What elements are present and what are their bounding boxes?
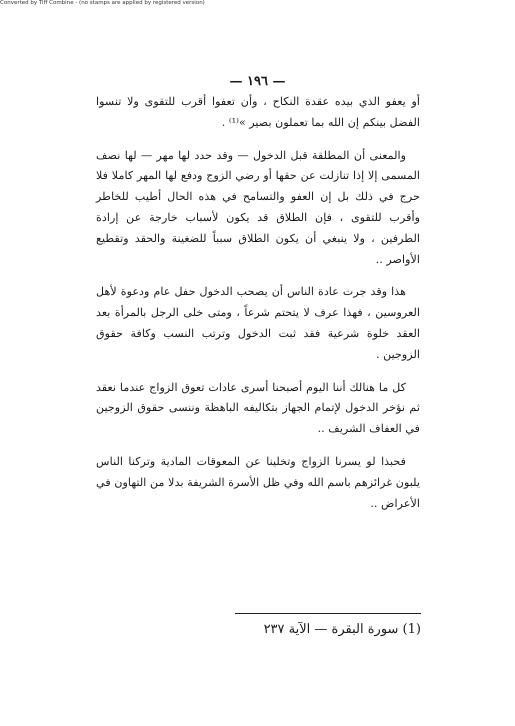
- footnote: (1) سورة البقرة — الآية ٢٣٧: [263, 622, 421, 637]
- paragraph-3: هذا وقد جرت عادة الناس أن يصحب الدخول حفل عام ودعوة لأهل العروسين ، فهذا عرف لا يتحتم شرعاً ، ومتى خلى الرجل بالمرأة بعد العقد خلوة شرعية فقد ثبت الدخول وترتب النسب وكافة حقوق الزوجين .: [96, 285, 420, 361]
- paragraph-4: كل ما هنالك أننا اليوم أصبحنا أسرى عادات تعوق الزواج عندما نعقد ثم نؤخر الدخول لإتمام الجهاز بتكاليفه الباهظة وننسى حقوق الزوجين في العفاف الشريف ..: [96, 380, 420, 436]
- paragraph-5: فحبذا لو يسرنا الزواج وتخلينا عن المعوقات المادية وتركنا الناس يلبون غرائزهم باسم الله وفي ظل الأسرة الشريفة بدلا من التهاون في الأعراض ..: [96, 454, 420, 510]
- paragraph-1: أو يعفو الذي بيده عقدة النكاح ، وأن تعفوا أقرب للتقوى ولا تنسوا الفضل بينكم إن الله بما تعملون بصير »⁽¹⁾ .: [96, 95, 420, 129]
- footnote-separator: [235, 613, 421, 614]
- body-text: [96, 92, 420, 526]
- paragraph-2: والمعنى أن المطلقة قبل الدخول — وقد حدد لها مهر — لها نصف المسمى إلا إذا تنازلت عن حقها أو رضي الزوج ودفع لها المهر كاملا فلا حرج في ذلك بل إن العفو والتسامح في هذه الحال أطيب للخاطر وأقرب للتقوى ، فإن الطلاق قد يكون لأسباب خارجة عن إرادة الطرفين ، ولا ينبغي أن يكون الطلاق سبباً للضغينة والحقد وتقطيع الأواصر ..: [96, 148, 420, 266]
- page-number: — ١٩٦ —: [229, 74, 286, 89]
- converter-watermark: Converted by Tiff Combine - (no stamps are applied by registered version): [0, 0, 205, 6]
